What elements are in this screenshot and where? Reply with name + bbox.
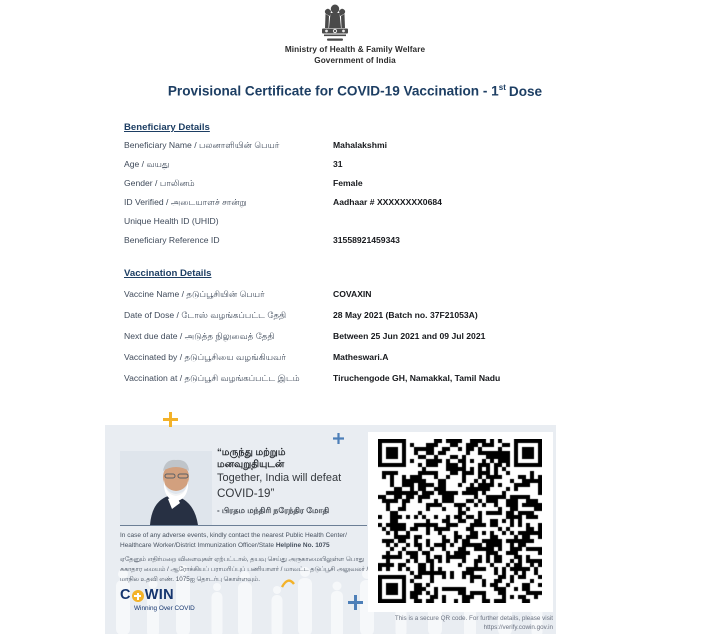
qr-code <box>378 439 542 603</box>
qr-code-box <box>368 432 553 612</box>
vaccination-details-heading: Vaccination Details <box>124 268 212 279</box>
cowin-tagline: Winning Over COVID <box>134 605 195 612</box>
quote-english-line2: COVID-19” <box>217 487 275 500</box>
ministry-line1: Ministry of Health & Family Welfare <box>284 45 426 54</box>
pm-modi-photo <box>120 451 212 525</box>
quote-divider <box>120 525 367 526</box>
qr-caption: This is a secure QR code. For further details, please visit https://verify.cowin.gov.in <box>394 615 553 632</box>
certificate-page: Ministry of Health & Family Welfare Government of India Provisional Certificate for COVID-19 Vaccination - 1st Dose Beneficiary Details Beneficiary Name / பலனாளியின் பெயர் Mahalakshmi Age / வயது 31 Gender / பாலினம் Female ID Verified / அடையாளச் சான்று Aadhaar # XXXXXXXX0684 Unique Health ID (UHID) Beneficiary Reference ID 31558921459343 Vaccination Details Vaccine Name / தடுப்பூசியின் பெயர் COVAXIN Date of Dose / டோஸ் வழங்கப்பட்ட தேதி 28 May 2021 (Batch no. 37F21053A) Next due date / அடுத்த நிலுவைத் தேதி Between 25 Jun 2021 and 09 Jul 2021 Vaccinated by / தடுப்பூசியை வழங்கியவர் Matheswari.A Vaccination at / தடுப்பூசி வழங்கப்பட்ட இடம் Tiruchengode GH, Namakkal, Tamil Nadu “மருந்து மற்றும் மனவுறுதியுடன் Together, India will defeat COVID-19” - பிரதம மந்திரி நரேந்திர மோதி In case of any adverse events, kindly contact the nearest Public Health Center/ Healthcare Worker/District Immunization Officer/State Helpline No. 1075 ஏதேனும் எதிர்மறை விளைவுகள் ஏற்பட்டால், தயவு செய்து அருகாமையிலுள்ள பொது சுகாதார மையம் / ஆரோக்கியப் பராமரிப்புப் பணியாளர் / மாவட்ட தடுப்பூசி அலுவலர் / மாநில உதவி எண். 1075ஐ தொடர்பு கொள்ளவும். C WIN Winning Over COVID This is a secure QR code. For further details, please visit https://verify.cowin.gov.in <box>0 0 710 634</box>
ministry-line2: Government of India <box>314 56 396 65</box>
helpline-number: Helpline No. 1075 <box>275 542 330 550</box>
verify-cowin-link[interactable]: https://verify.cowin.gov.in <box>483 624 553 632</box>
cowin-logo: C WIN <box>120 587 174 603</box>
adverse-events-notice-en: In case of any adverse events, kindly contact the nearest Public Health Center/ Healthcare Worker/District Immunization Officer/State Helpline No. 1075 <box>120 532 347 550</box>
certificate-title: Provisional Certificate for COVID-19 Vaccination - 1st Dose <box>167 83 543 99</box>
beneficiary-details-heading: Beneficiary Details <box>124 122 210 133</box>
quote-tamil-line1: “மருந்து மற்றும் <box>217 447 286 458</box>
plus-blue-top-icon <box>333 433 344 444</box>
plus-gold-icon <box>163 412 178 427</box>
india-emblem-icon <box>315 2 355 44</box>
plus-blue-bottom-icon <box>348 595 363 610</box>
quote-english-line1: Together, India will defeat <box>217 472 342 484</box>
footer-banner <box>105 425 556 634</box>
cowin-plus-icon <box>132 590 144 602</box>
quote-tamil-line2: மனவுறுதியுடன் <box>217 459 285 470</box>
adverse-events-notice-ta: ஏதேனும் எதிர்மறை விளைவுகள் ஏற்பட்டால், தயவு செய்து அருகாமையிலுள்ள பொது சுகாதார மையம் / ஆரோக்கியப் பராமரிப்புப் பணியாளர் / மாவட்ட தடுப்பூசி அலுவலர் / மாநில உதவி எண். 1075ஐ தொடர்பு கொள்ளவும். <box>120 556 369 584</box>
quote-attribution: - பிரதம மந்திரி நரேந்திர மோதி <box>217 506 330 515</box>
